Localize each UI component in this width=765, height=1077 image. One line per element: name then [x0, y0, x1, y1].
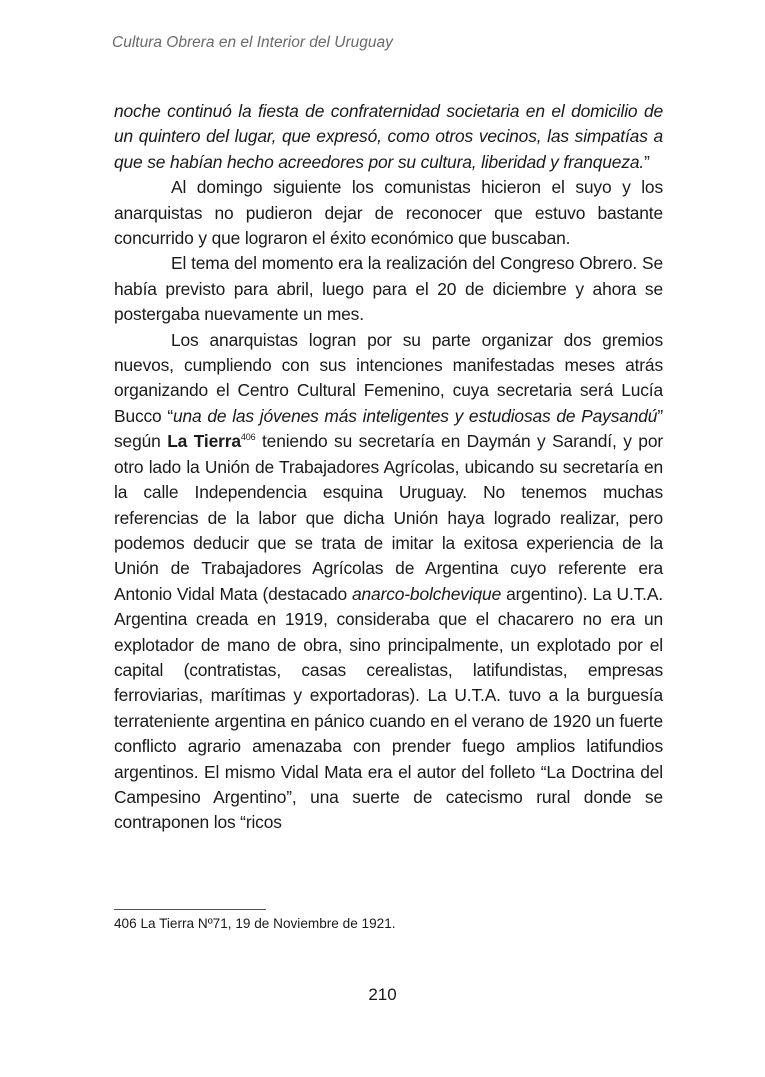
- quote-text: una de las jóvenes más inteligentes y estudiosas de Paysandú: [173, 405, 658, 426]
- running-header: Cultura Obrera en el Interior del Uruguay: [112, 34, 393, 51]
- paragraph-text: argentino). La U.T.A. Argentina creada en 1919, consideraba que el chacarero no era un explotador de mano de obra, sino principalmente, un explotado por el capital (contratistas, casas cerealistas, latifundistas, empresas ferroviarias, marítimas y exportadoras). La U.T.A. tuvo a la burguesía terrateniente argentina en pánico cuando en el verano de 1920 un fuerte conflicto agrario amenazaba con prender fuego amplios latifundios argentinos. El mismo Vidal Mata era el autor del folleto “La Doctrina del Campesino Argentino”, una suerte de catecismo rural donde se contraponen los “ricos: [114, 583, 663, 833]
- body-text: [114, 99, 663, 836]
- paragraph-text: El tema del momento era la realización del Congreso Obrero. Se había previsto para abril, luego para el 20 de diciembre y ahora se postergaba nuevamente un mes.: [114, 253, 663, 325]
- quote-text: noche continuó la fiesta de confraternidad societaria en el domicilio de un quintero del lugar, que expresó, como otros vecinos, las simpatías a que se habían hecho acreedores por su cultura, liberidad y franqueza.: [114, 101, 663, 172]
- italic-term: anarco-bolchevique: [352, 583, 502, 604]
- newspaper-title: La Tierra: [167, 431, 241, 452]
- page-number: 210: [368, 985, 397, 1004]
- paragraph-quote-continuation: [114, 99, 663, 175]
- paragraph-text: ” según: [114, 405, 663, 452]
- paragraph-anarquistas: [114, 328, 663, 836]
- paragraph-text: teniendo su secretaría en Daymán y Sarandí, y por otro lado la Unión de Trabajadores Agrícolas, ubicando su secretaría en la calle Independencia esquina Uruguay. No tenemos muchas referencias de la labor que dicha Unión haya logrado realizar, pero podemos deducir que se trata de imitar la exitosa experiencia de la Unión de Trabajadores Agrícolas de Argentina cuyo referente era Antonio Vidal Mata (destacado: [114, 431, 663, 604]
- footnote-marker[interactable]: 406: [240, 432, 256, 443]
- closing-quote: ”: [644, 151, 650, 172]
- paragraph-text: Al domingo siguiente los comunistas hicieron el suyo y los anarquistas no pudieron dejar de reconocer que estuvo bastante concurrido y que lograron el éxito económico que buscaban.: [114, 177, 663, 249]
- footnote-divider: [114, 909, 266, 910]
- paragraph-congreso: [114, 251, 663, 327]
- footnote-406: 406 La Tierra Nº71, 19 de Noviembre de 1921.: [114, 916, 396, 931]
- paragraph-comunistas: [114, 175, 663, 251]
- paragraph-text: Los anarquistas logran por su parte organizar dos gremios nuevos, cumpliendo con sus intenciones manifestadas meses atrás organizando el Centro Cultural Femenino, cuya secretaria será Lucía Bucco “: [114, 329, 663, 426]
